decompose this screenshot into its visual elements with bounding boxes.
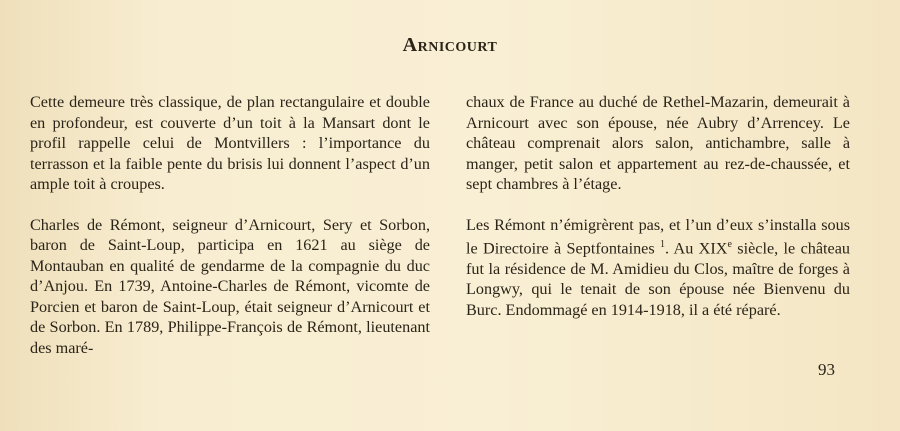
century-suffix: e — [727, 239, 732, 250]
right-paragraph-2-mid: . Au XIX — [665, 239, 728, 258]
right-paragraph-1: chaux de France au duché de Rethel-Mazarin, demeurait à Arnicourt avec son épouse, née Aubry d’Arrencey. Le château comprenait alors salon, antichambre, salle à manger, petit salon et appartement au rez-de-chaussée, et sept chambres à l’étage. — [466, 93, 850, 193]
right-column — [466, 92, 850, 320]
left-paragraph-2: Charles de Rémont, seigneur d’Arnicourt, Sery et Sorbon, baron de Saint-Loup, participa en 1621 au siège de Montauban en qualité de gendarme de la compagnie du duc d’Anjou. En 1739, Antoine-Charles de Rémont, vicomte de Porcien et baron de Saint-Loup, était seigneur d’Arnicourt et de Sorbon. En 1789, Philippe-François de Rémont, lieutenant des maré- — [30, 215, 430, 357]
left-paragraph-1: Cette demeure très classique, de plan rectangulaire et double en profondeur, est couverte d’un toit à la Mansart dont le profil rappelle celui de Montvillers : l’importance du terrasson et la faible pente du brisis lui donnent l’aspect d’un ample toit à croupes. — [30, 93, 430, 193]
right-paragraph-2 — [466, 215, 850, 321]
right-paragraph-2-start: Les Rémont n’émigrèrent pas, et l’un d’eux s’installa sous le Directoire à Septfontaines — [466, 215, 850, 258]
left-column — [30, 92, 430, 358]
page-number: 93 — [818, 360, 835, 379]
page-title: Arnicourt — [402, 34, 498, 56]
right-paragraph-2-end: siècle, le château fut la résidence de M. Amidieu du Clos, maître de forges à Longwy, qui le tenait de son épouse née Bienvenu du Burc. Endommagé en 1914-1918, il a été réparé. — [466, 239, 850, 319]
footnote-reference: 1 — [660, 239, 666, 250]
